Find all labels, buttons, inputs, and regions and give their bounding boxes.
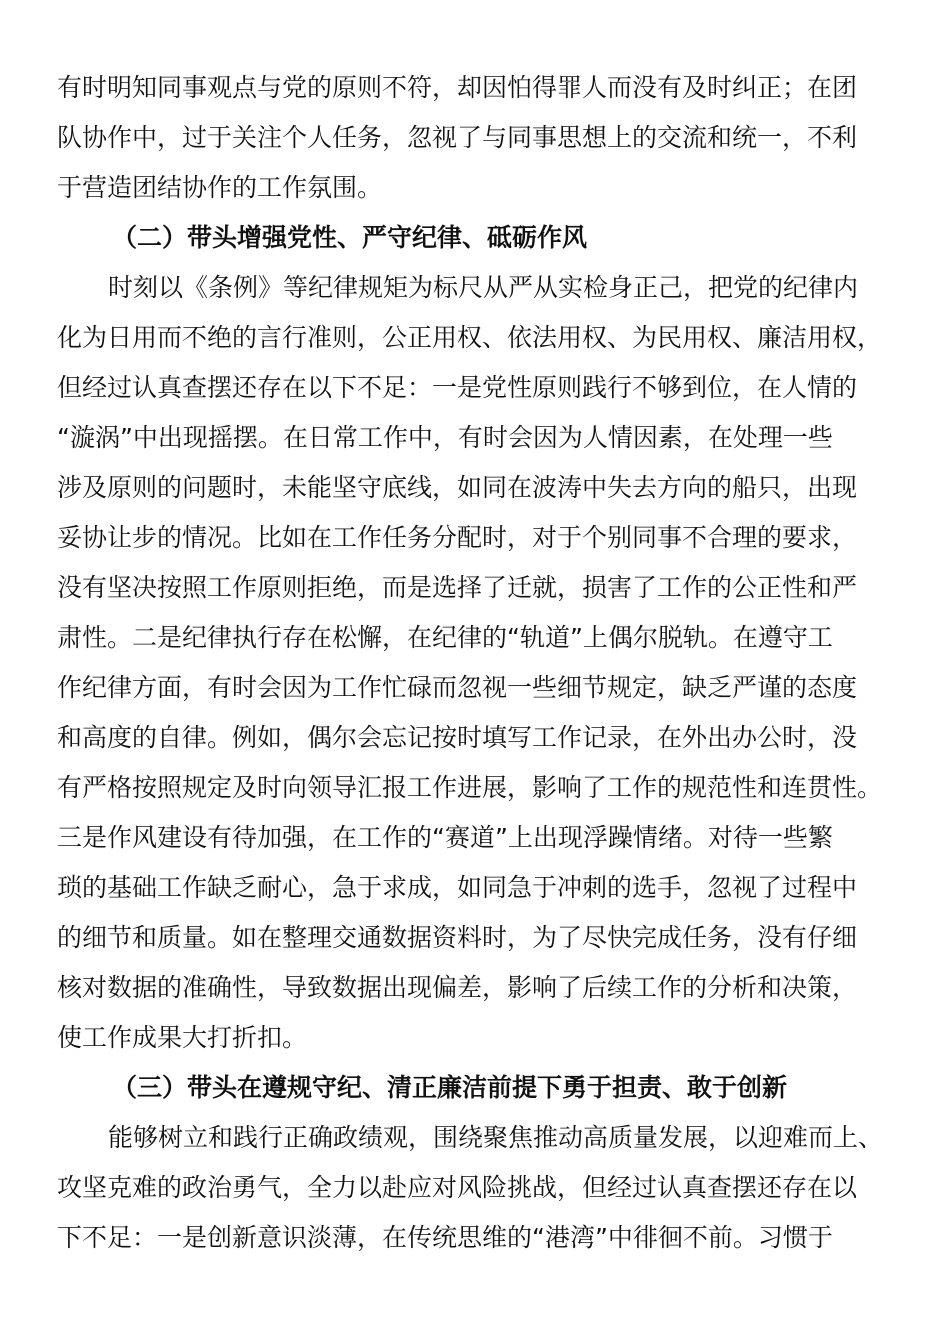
text-line: 攻坚克难的政治勇气，全力以赴应对风险挑战，但经过认真查摆还存在以: [57, 1173, 858, 1202]
text-line: 时刻以《条例》等纪律规矩为标尺从严从实检身正己，把党的纪律内: [108, 273, 859, 302]
text-line: 涉及原则的问题时，未能坚守底线，如同在波涛中失去方向的船只，出现: [57, 473, 858, 502]
text-line: 三是作风建设有待加强，在工作的“赛道”上出现浮躁情绪。对待一些繁: [57, 823, 833, 852]
text-line: 没有坚决按照工作原则拒绝，而是选择了迁就，损害了工作的公正性和严: [57, 573, 858, 602]
text-line: 核对数据的准确性，导致数据出现偏差，影响了后续工作的分析和决策，: [57, 973, 858, 1002]
text-line: 作纪律方面，有时会因为工作忙碌而忽视一些细节规定，缺乏严谨的态度: [57, 673, 858, 702]
text-line: 妥协让步的情况。比如在工作任务分配时，对于个别同事不合理的要求，: [57, 523, 858, 552]
section-heading: （二）带头增强党性、严守纪律、砥砺作风: [112, 223, 588, 252]
text-line: 的细节和质量。如在整理交通数据资料时，为了尽快完成任务，没有仔细: [57, 923, 858, 952]
text-line: “漩涡”中出现摇摆。在日常工作中，有时会因为人情因素，在处理一些: [57, 423, 833, 452]
text-line: 能够树立和践行正确政绩观，围绕聚焦推动高质量发展，以迎难而上、: [108, 1123, 884, 1152]
text-line: 有时明知同事观点与党的原则不符，却因怕得罪人而没有及时纠正；在团: [57, 73, 858, 102]
text-line: 肃性。二是纪律执行存在松懈，在纪律的“轨道”上偶尔脱轨。在遵守工: [57, 623, 833, 652]
text-line: 但经过认真查摆还存在以下不足：一是党性原则践行不够到位，在人情的: [57, 373, 858, 402]
text-line: 和高度的自律。例如，偶尔会忘记按时填写工作记录，在外出办公时，没: [57, 723, 858, 752]
text-line: 于营造团结协作的工作氛围。: [57, 173, 383, 202]
text-line: 琐的基础工作缺乏耐心，急于求成，如同急于冲刺的选手，忽视了过程中: [57, 873, 858, 902]
text-line: 使工作成果大打折扣。: [57, 1023, 308, 1052]
section-heading: （三）带头在遵规守纪、清正廉洁前提下勇于担责、敢于创新: [112, 1073, 788, 1102]
text-line: 化为日用而不绝的言行准则，公正用权、依法用权、为民用权、廉洁用权，: [57, 323, 883, 352]
text-line: 有严格按照规定及时向领导汇报工作进展，影响了工作的规范性和连贯性。: [57, 773, 883, 802]
text-line: 队协作中，过于关注个人任务，忽视了与同事思想上的交流和统一，不利: [57, 123, 858, 152]
text-line: 下不足：一是创新意识淡薄，在传统思维的“港湾”中徘徊不前。习惯于: [57, 1223, 833, 1252]
